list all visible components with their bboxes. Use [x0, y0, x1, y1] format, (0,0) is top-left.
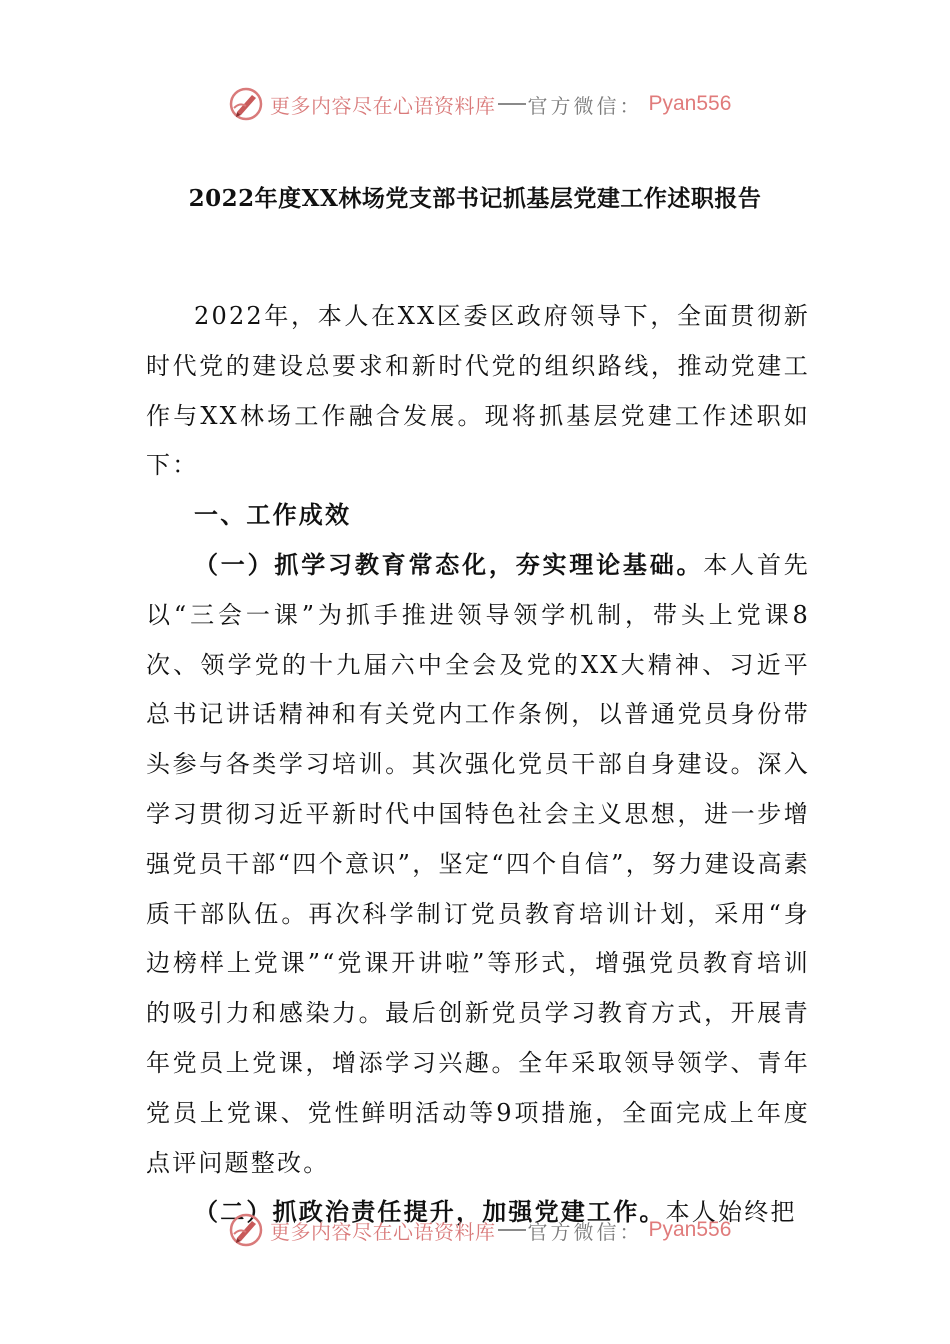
watermark-text: 更多内容尽在心语资料库 — [270, 1219, 496, 1244]
pen-logo-icon — [228, 1212, 264, 1248]
watermark-suffix: 官方微信： — [527, 1219, 643, 1244]
watermark-id: Pyan556 — [648, 92, 732, 115]
paragraph-2-body: 本人始终把 — [665, 1198, 797, 1227]
watermark-dash — [498, 1229, 526, 1231]
section-heading: 一、工作成效 — [194, 501, 352, 530]
watermark-text: 更多内容尽在心语资料库 — [270, 93, 496, 118]
intro-paragraph: 2022年，本人在XX区委区政府领导下，全面贯彻新时代党的建设总要求和新时代党的组织路线，推动党建工作与XX林场工作融合发展。现将抓基层党建工作述职如下： — [146, 302, 810, 480]
watermark-header — [228, 84, 748, 124]
paragraph-1-body: 本人首先以“三会一课”为抓手推进领导领学机制，带头上党课8次、领学党的十九届六中全会及党的XX大精神、习近平总书记讲话精神和有关党内工作条例，以普通党员身份带头参与各类学习培训。其次强化党员干部自身建设。深入学习贯彻习近平新时代中国特色社会主义思想，进一步增强党员干部“四个意识”，坚定“四个自信”，努力建设高素质干部队伍。再次科学制订党员教育培训计划，采用“身边榜样上党课”“党课开讲啦”等形式，增强党员教育培训的吸引力和感染力。最后创新党员学习教育方式，开展青年党员上党课，增添学习兴趣。全年采取领导领学、青年党员上党课、党性鲜明活动等9项措施，全面完成上年度点评问题整改。 — [146, 550, 810, 1177]
paragraph-1-lead: （一）抓学习教育常态化，夯实理论基础。 — [194, 550, 704, 579]
paragraph-1 — [146, 541, 810, 1188]
watermark-suffix: 官方微信： — [527, 93, 643, 118]
document-title: 2022年度XX林场党支部书记抓基层党建工作述职报告 — [188, 185, 762, 212]
document-body — [146, 292, 810, 1238]
pen-logo-icon — [228, 86, 264, 122]
watermark-dash — [498, 103, 526, 105]
watermark-id: Pyan556 — [648, 1218, 732, 1241]
paragraph-2-lead: （二）抓政治责任提升，加强党建工作。 — [194, 1198, 666, 1227]
watermark-footer — [228, 1210, 748, 1250]
